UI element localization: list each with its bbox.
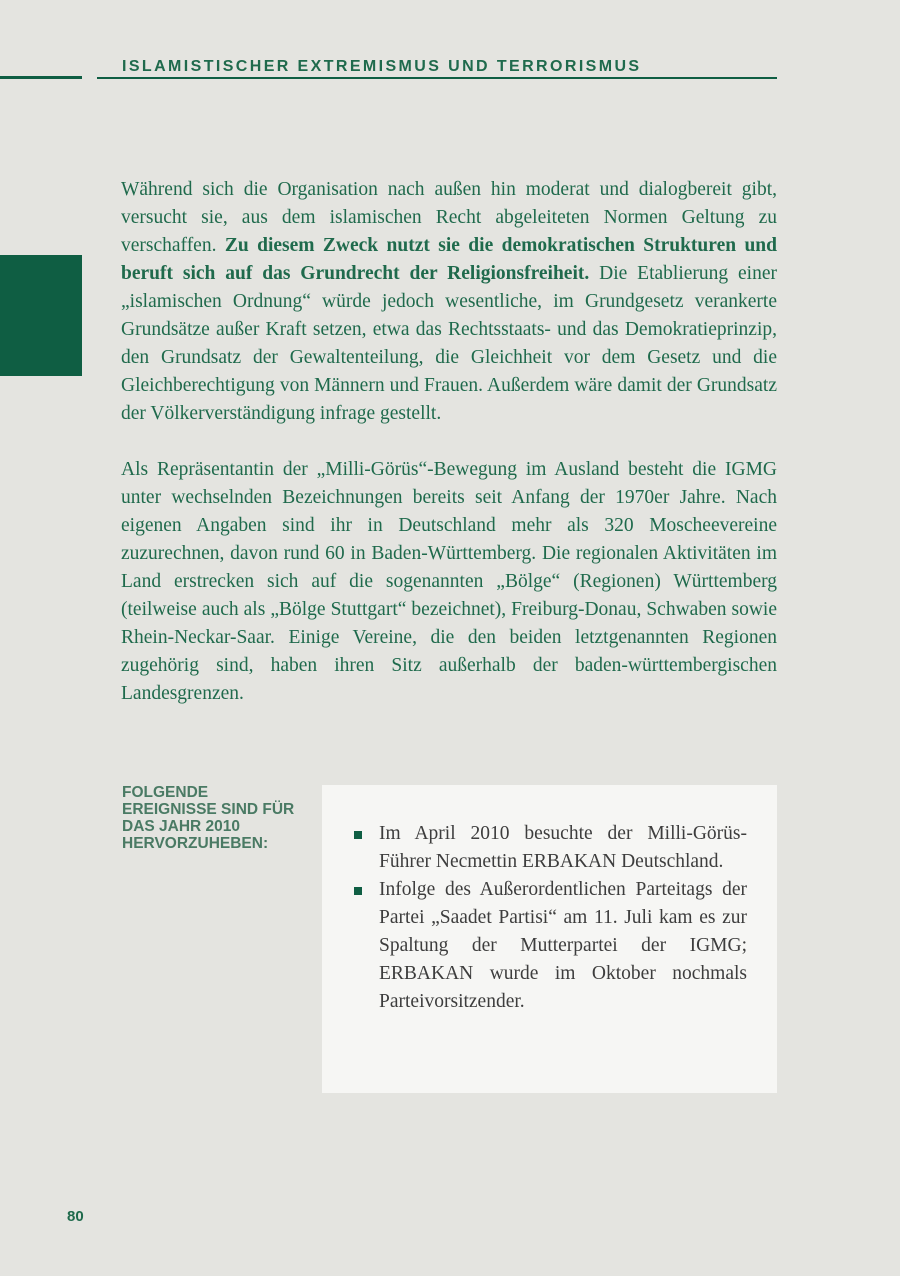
body-paragraph-2: Als Repräsentantin der „Milli-Görüs“-Bewegung im Ausland besteht die IGMG unter wechselnden Bezeichnungen bereits seit Anfang der 1970er Jahre. Nach eigenen Angaben sind ihr in Deutschland mehr als 320 Moscheevereine zuzurechnen, davon rund 60 in Baden-Württemberg. Die regionalen Aktivitäten im Land erstrecken sich auf die sogenannten „Bölge“ (Regionen) Württemberg (teilweise auch als „Bölge Stuttgart“ bezeichnet), Freiburg-Donau, Schwaben sowie Rhein-Neckar-Saar. Einige Vereine, die den beiden letztgenannten Regionen zugehörig sind, haben ihren Sitz außerhalb der baden-württembergischen Landesgrenzen. xyxy=(121,459,777,704)
event-item xyxy=(354,876,747,1016)
event-item-text: Infolge des Außerordentlichen Parteitags der Partei „Saadet Partisi“ am 11. Juli kam es zur Spaltung der Mutterpartei der IGMG; ERBAKAN wurde im Oktober nochmals Parteivorsitzender. xyxy=(379,879,747,1012)
event-item-text: Im April 2010 besuchte der Milli-Görüs-Führer Necmettin ERBAKAN Deutschland. xyxy=(379,823,747,872)
page-number: 80 xyxy=(67,1208,84,1225)
paragraph-1-bold: Zu diesem Zweck nutzt sie die demokratischen Strukturen und beruft sich auf das Grundrecht der Religionsfreiheit. xyxy=(121,235,777,284)
header-left-rule xyxy=(0,76,82,79)
events-label: FOLGENDE EREIGNISSE SIND FÜR DAS JAHR 2010 HERVORZUHEBEN: xyxy=(122,784,295,852)
square-bullet-icon xyxy=(354,887,362,895)
chapter-marker-block xyxy=(0,255,82,376)
square-bullet-icon xyxy=(354,831,362,839)
events-box xyxy=(322,785,777,1093)
body-paragraph-1 xyxy=(121,176,777,428)
event-item xyxy=(354,820,747,876)
paragraph-1-intro: Während sich die Organisation nach außen hin moderat und dialogbereit gibt, versucht sie, aus dem islamischen Recht abgeleiteten Normen Geltung zu verschaffen. xyxy=(121,179,777,256)
running-header-title: ISLAMISTISCHER EXTREMISMUS UND TERRORISMUS xyxy=(122,58,642,75)
events-list xyxy=(354,820,747,1016)
paragraph-1-rest: Die Etablierung einer „islamischen Ordnung“ würde jedoch wesentliche, im Grundgesetz verankerte Grundsätze außer Kraft setzen, etwa das Rechtsstaats- und das Demokratieprinzip, den Grundsatz der Gewaltenteilung, die Gleichheit vor dem Gesetz und die Gleichberechtigung von Männern und Frauen. Außerdem wäre damit der Grundsatz der Völkerverständigung infrage gestellt. xyxy=(121,263,777,424)
header-right-rule xyxy=(97,77,777,79)
